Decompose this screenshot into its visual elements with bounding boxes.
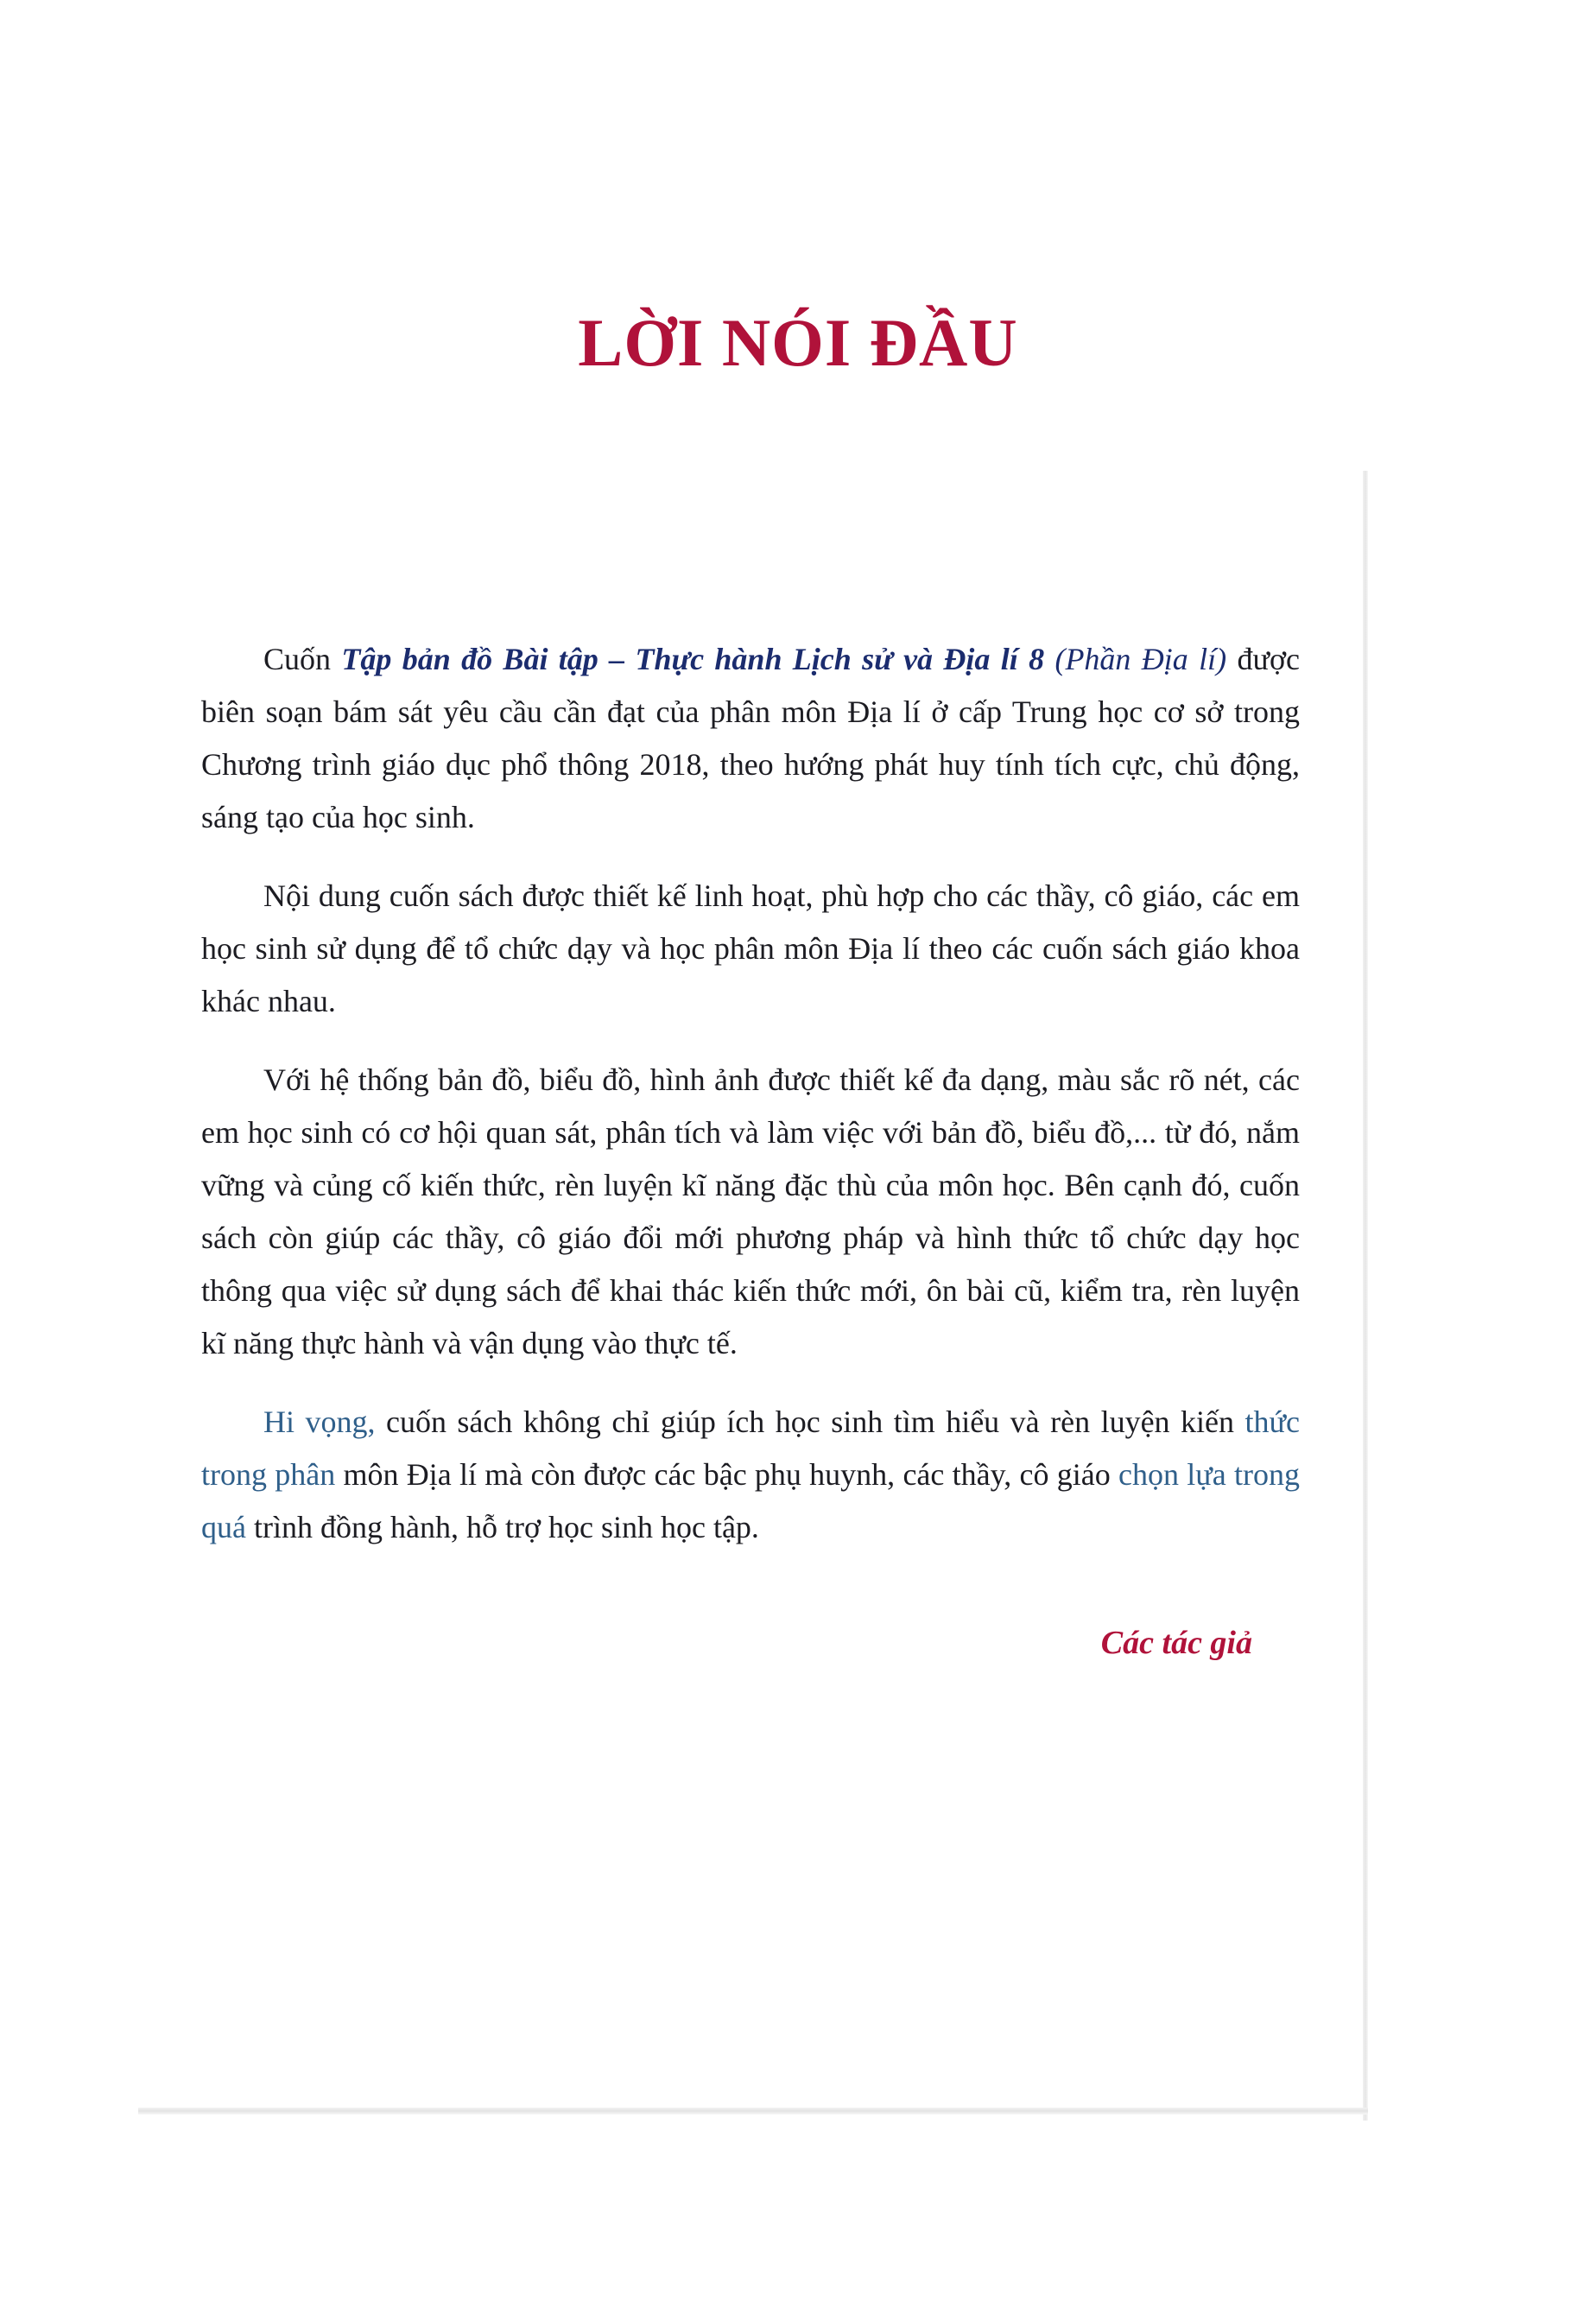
- page-frame-bottom-edge: [138, 2108, 1368, 2115]
- preface-paragraph-4: [201, 1396, 1300, 1554]
- page-frame-right-edge: [1363, 471, 1368, 2121]
- paragraph-1-rest: được biên soạn bám sát yêu cầu cần đạt của phân môn Địa lí ở cấp Trung học cơ sở trong Chương trình giáo dục phổ thông 2018, theo hướng phát huy tính tích cực, chủ động, sáng tạo của học sinh.: [201, 642, 1301, 834]
- preface-paragraph-1: [201, 633, 1300, 844]
- preface-paragraph-2: Nội dung cuốn sách được thiết kế linh hoạt, phù hợp cho các thầy, cô giáo, các em học sinh sử dụng để tổ chức dạy và học phân môn Địa lí theo các cuốn sách giáo khoa khác nhau.: [201, 878, 1300, 1018]
- authors-signature: Các tác giả: [1100, 1625, 1252, 1661]
- paragraph-4-part-c: trình đồng hành, hỗ trợ học sinh học tập.: [245, 1510, 759, 1544]
- paragraph-4-part-c-tinted: chọn lựa trong quá: [201, 1457, 1300, 1544]
- paragraph-4-part-b-tinted: thức trong phân: [201, 1404, 1300, 1492]
- paragraph-4-part-a-tinted: Hi vọng,: [263, 1404, 376, 1439]
- book-subtitle: (Phần Địa lí): [1044, 642, 1227, 676]
- preface-body: [201, 633, 1300, 1580]
- paragraph-4-part-a: cuốn sách không chỉ giúp ích học sinh tìm hiểu và rèn luyện kiến: [375, 1404, 1245, 1439]
- paragraph-4-part-b: môn Địa lí mà còn được các bậc phụ huynh, các thầy, cô giáo: [335, 1457, 1119, 1492]
- paragraph-1-lead: Cuốn: [263, 642, 342, 676]
- page-title: LỜI NÓI ĐẦU: [578, 305, 1018, 380]
- preface-paragraph-3: Với hệ thống bản đồ, biểu đồ, hình ảnh được thiết kế đa dạng, màu sắc rõ nét, các em học sinh có cơ hội quan sát, phân tích và làm việc với bản đồ, biểu đồ,... từ đó, nắm vững và củng cố kiến thức, rèn luyện kĩ năng đặc thù của môn học. Bên cạnh đó, cuốn sách còn giúp các thầy, cô giáo đổi mới phương pháp và hình thức tổ chức dạy học thông qua việc sử dụng sách để khai thác kiến thức mới, ôn bài cũ, kiểm tra, rèn luyện kĩ năng thực hành và vận dụng vào thực tế.: [201, 1062, 1300, 1360]
- book-title: Tập bản đồ Bài tập – Thực hành Lịch sử và Địa lí 8: [341, 642, 1045, 676]
